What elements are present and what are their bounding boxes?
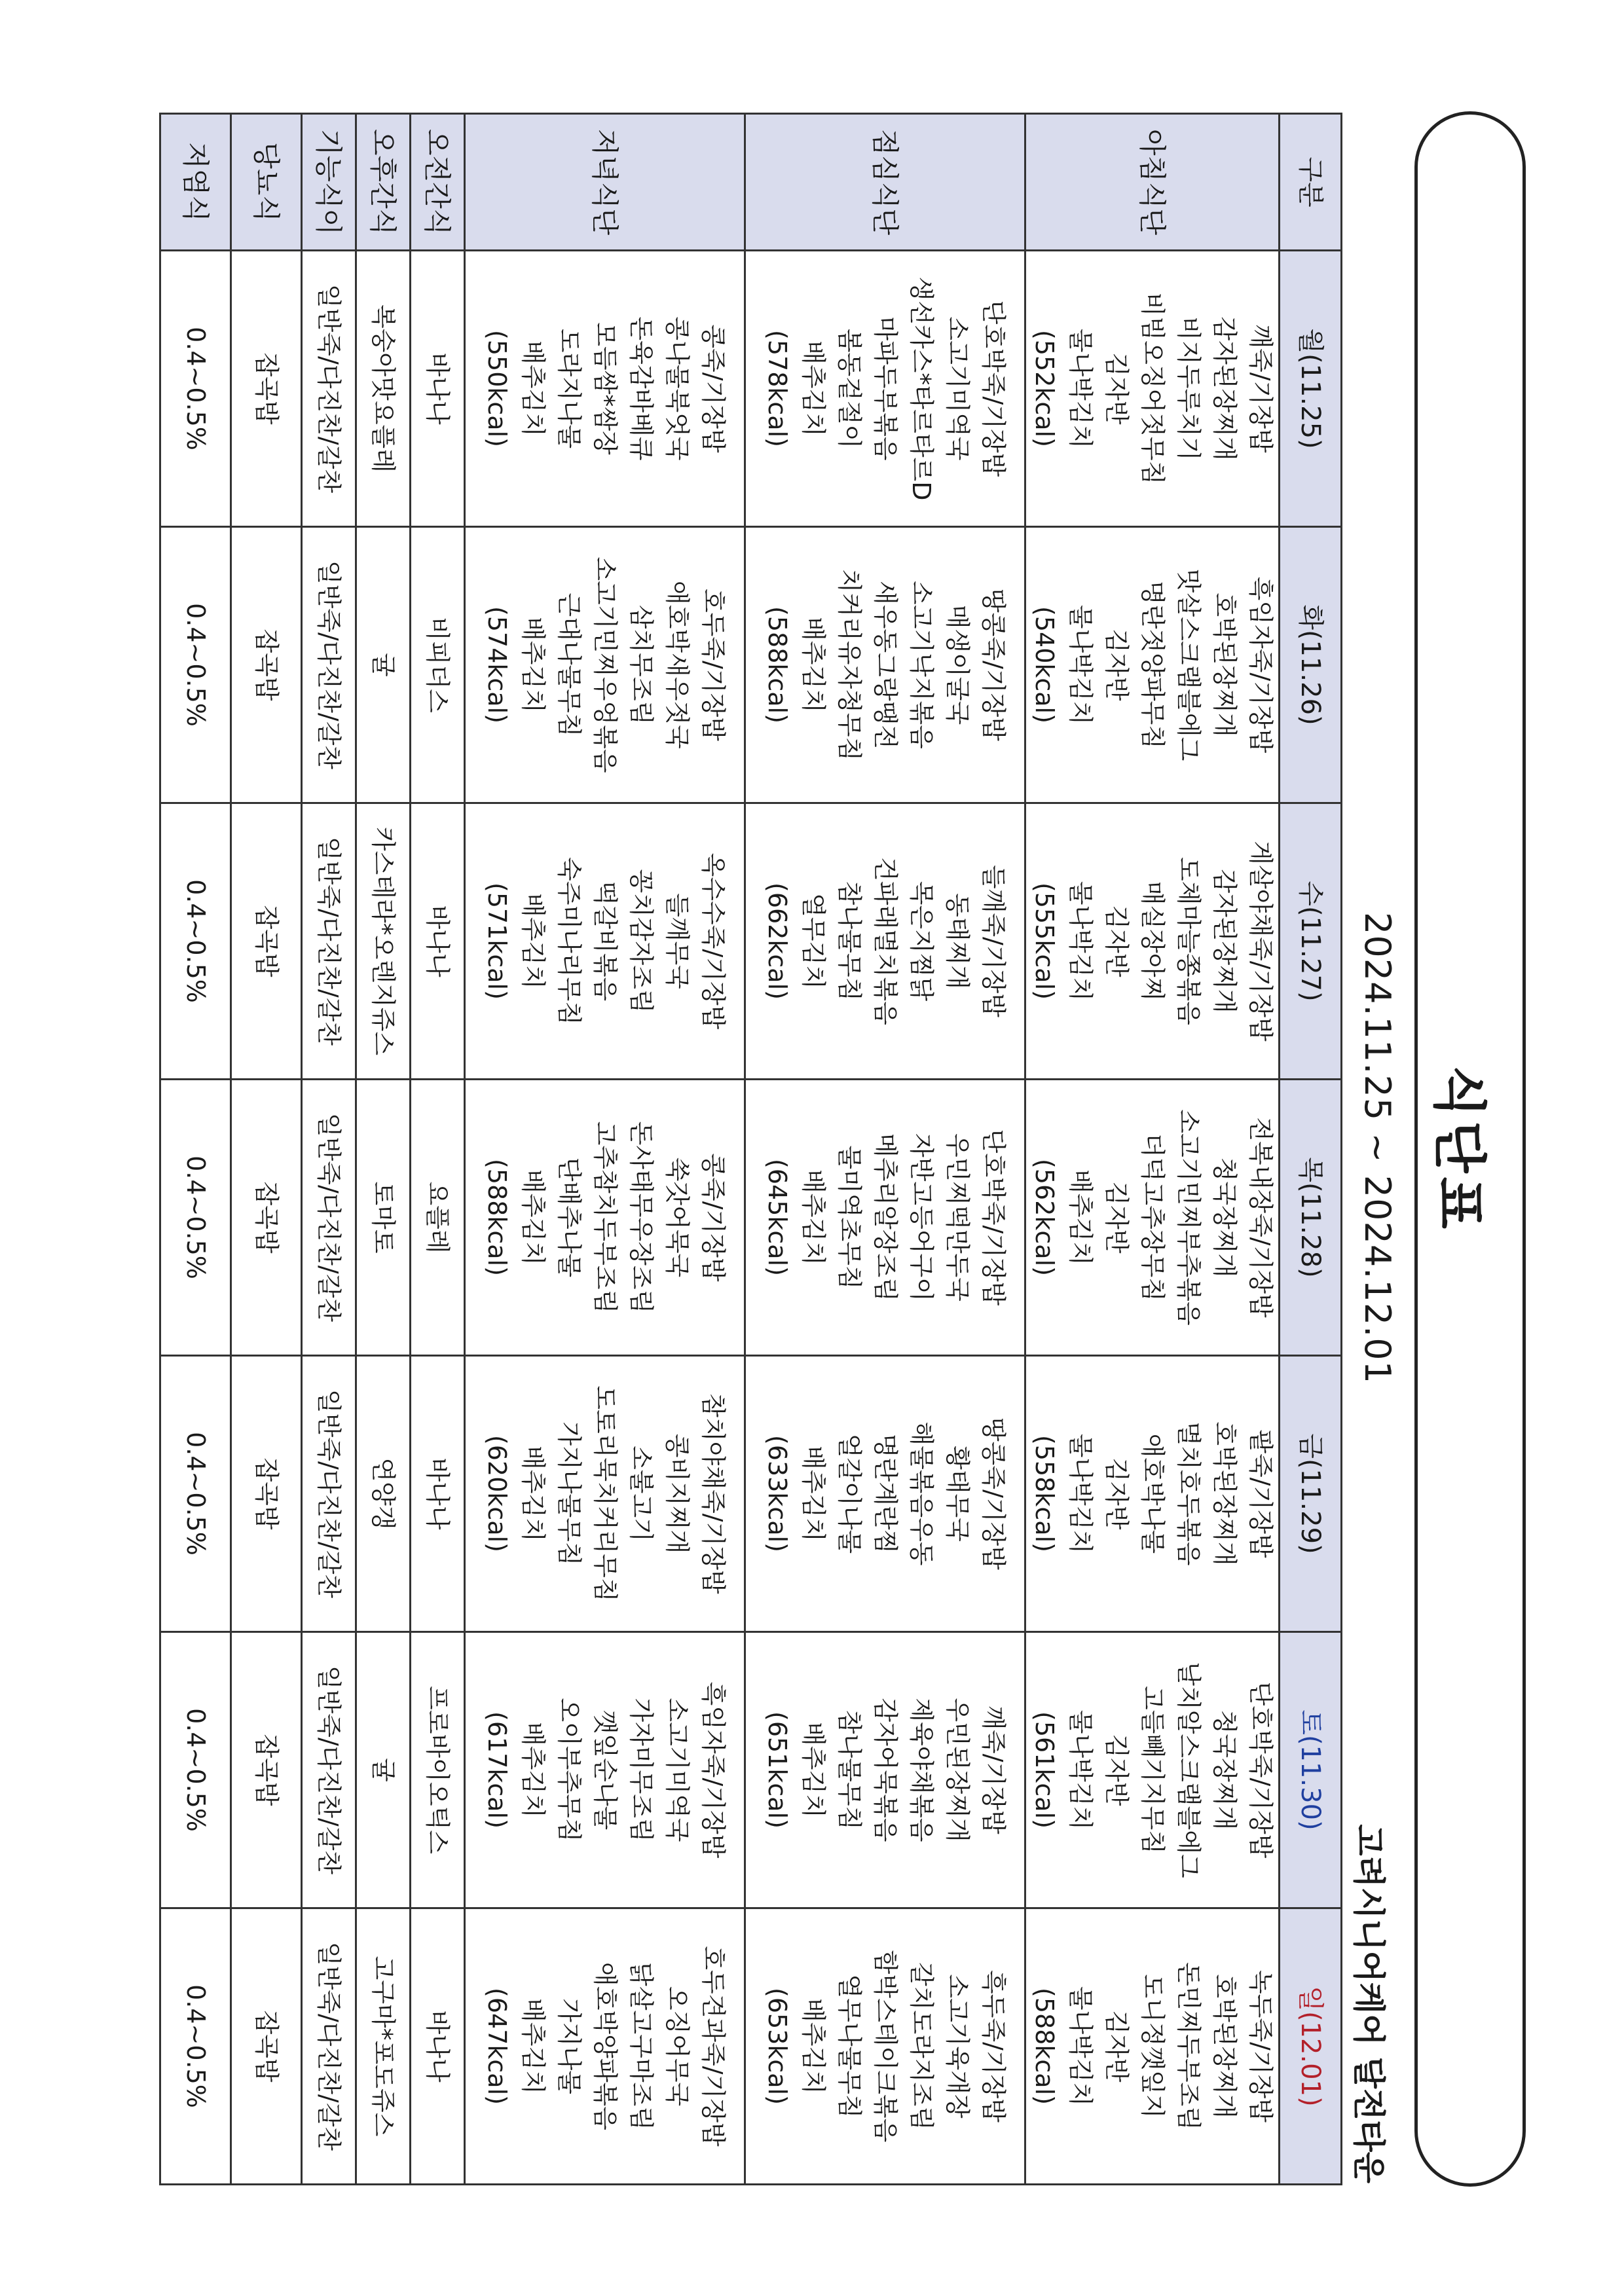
menu-item: 고추참치두부조림 — [591, 1121, 619, 1314]
menu-cell — [302, 251, 356, 527]
menu-item: 명란젓양파무침 — [1138, 581, 1167, 749]
calorie-total: (633kcal) — [763, 1435, 792, 1552]
menu-item: 가지나물무침 — [555, 1421, 583, 1566]
row-label: 오후간식 — [356, 114, 411, 251]
menu-item: 돈민찌두부조림 — [1174, 1962, 1203, 2130]
menu-item: 0.4~0.5% — [181, 1708, 210, 1832]
menu-item: 열무김치 — [799, 893, 828, 989]
menu-item: 갈치도라지조림 — [907, 1962, 936, 2130]
menu-item-list — [759, 277, 1011, 501]
menu-item: 김자반 — [1102, 905, 1131, 977]
menu-item: 소고기미역국 — [943, 316, 972, 461]
menu-item: 청국장찌개 — [1210, 1157, 1239, 1278]
menu-cell — [745, 1632, 1025, 1908]
row-breakfast — [1025, 114, 1280, 2185]
meal-plan-table — [159, 113, 1342, 2185]
menu-item: 해물볶음우동 — [907, 1421, 936, 1566]
calorie-total: (645kcal) — [763, 1159, 792, 1276]
menu-item: 땅콩죽/기장밥 — [979, 1417, 1008, 1571]
menu-item-list — [479, 316, 731, 460]
menu-item: 0.4~0.5% — [181, 603, 210, 727]
menu-item: 참나물무침 — [835, 1709, 864, 1831]
menu-item: 배추김치 — [519, 1446, 547, 1542]
row-functional — [302, 114, 356, 2185]
menu-item: 함박스테이크볶음 — [871, 1950, 900, 2143]
menu-item: 흑두죽/기장밥 — [979, 1969, 1008, 2123]
day-header-sunday: 일(12.01) — [1280, 1908, 1342, 2185]
menu-item: 콩나물북엇국 — [663, 316, 692, 461]
calorie-total: (617kcal) — [483, 1711, 511, 1829]
row-label: 기능식이 — [302, 114, 356, 251]
menu-item: 애호박양파볶음 — [591, 1962, 619, 2130]
menu-item-list — [479, 1121, 731, 1314]
menu-item-list — [759, 857, 1011, 1025]
menu-cell — [160, 803, 231, 1080]
menu-item-list — [759, 1417, 1011, 1570]
row-label: 당뇨식 — [231, 114, 302, 251]
menu-item: 땅콩죽/기장밥 — [979, 588, 1008, 742]
menu-item: 잡곡밥 — [252, 629, 281, 701]
menu-item: 김자반 — [1102, 629, 1131, 701]
menu-item-list — [479, 853, 731, 1030]
menu-item: 애호박새우젓국 — [663, 581, 692, 749]
menu-cell — [160, 527, 231, 803]
menu-item-list — [479, 1682, 731, 1859]
menu-cell — [160, 251, 231, 527]
menu-item: 치커리유자청무침 — [835, 568, 864, 761]
menu-item: 배추김치 — [519, 1722, 547, 1818]
row-low-salt — [160, 114, 231, 2185]
menu-item: 일반죽/다진찬/갈찬 — [314, 283, 344, 494]
menu-item: 잡곡밥 — [252, 1734, 281, 1806]
menu-item: 제육야채볶음 — [907, 1698, 936, 1842]
menu-cell — [745, 527, 1025, 803]
menu-item: 단배추나물 — [555, 1157, 583, 1278]
menu-item: 콩죽/기장밥 — [699, 324, 728, 453]
menu-item-list — [479, 1385, 731, 1601]
calorie-total: (540kcal) — [1030, 606, 1059, 723]
day-header: 화(11.26) — [1280, 527, 1342, 803]
menu-item: 단호박죽/기장밥 — [979, 1129, 1008, 1306]
menu-cell — [411, 527, 465, 803]
menu-item: 배추김치 — [519, 893, 547, 989]
menu-item: 소고기민찌우엉볶음 — [591, 556, 619, 773]
menu-item: 잡곡밥 — [252, 1181, 281, 1254]
menu-cell — [302, 1080, 356, 1356]
menu-item: 소고기낙지볶음 — [907, 581, 936, 749]
menu-item: 바나나 — [423, 1457, 452, 1530]
menu-item-list — [1026, 1109, 1278, 1325]
menu-item: 배추김치 — [519, 1169, 547, 1266]
menu-item: 김자반 — [1102, 1457, 1131, 1530]
menu-item: 깨죽/기장밥 — [1246, 324, 1275, 453]
calorie-total: (552kcal) — [1030, 330, 1059, 447]
menu-item: 0.4~0.5% — [181, 1984, 210, 2108]
menu-item-list — [479, 1946, 731, 2146]
menu-cell — [745, 1356, 1025, 1632]
calorie-total: (651kcal) — [763, 1711, 792, 1829]
menu-item: 참나물무침 — [835, 881, 864, 1002]
menu-item: 배추김치 — [799, 617, 828, 713]
menu-item: 소고기미역국 — [663, 1698, 692, 1842]
menu-item: 가지나물 — [555, 1998, 583, 2094]
calorie-total: (588kcal) — [763, 606, 792, 723]
menu-cell — [465, 1632, 745, 1908]
menu-item: 마파두부볶음 — [871, 316, 900, 461]
menu-item: 배추김치 — [799, 1722, 828, 1818]
menu-item-list — [759, 1129, 1011, 1306]
menu-cell — [1025, 1080, 1280, 1356]
menu-cell — [465, 1080, 745, 1356]
menu-item: 메추리알장조림 — [871, 1133, 900, 1302]
menu-item: 도토리묵치커리무침 — [591, 1385, 619, 1602]
menu-item: 배추김치 — [799, 1446, 828, 1542]
menu-item: 물미역초무침 — [835, 1145, 864, 1290]
menu-item: 돈육감바베큐 — [627, 316, 655, 461]
menu-cell — [231, 803, 302, 1080]
menu-cell — [231, 527, 302, 803]
menu-cell — [160, 1632, 231, 1908]
menu-item: 연양갱 — [369, 1457, 398, 1530]
menu-cell — [356, 1632, 411, 1908]
menu-cell — [160, 1356, 231, 1632]
menu-item: 소고기육개장 — [943, 1974, 972, 2119]
menu-item: 날치알스크램블에그 — [1174, 1662, 1203, 1878]
menu-item: 동태찌개 — [943, 893, 972, 989]
menu-item: 팥죽/기장밥 — [1246, 1429, 1275, 1558]
menu-cell — [356, 251, 411, 527]
menu-item: 새우동그랑땡전 — [871, 581, 900, 749]
menu-item: 0.4~0.5% — [181, 1432, 210, 1556]
menu-cell — [231, 1356, 302, 1632]
menu-cell — [356, 1356, 411, 1632]
menu-item: 옥수수죽/기장밥 — [699, 852, 728, 1030]
menu-item: 콩비지찌개 — [663, 1433, 692, 1554]
organization-name: 고려시니어케어 달전타운 — [1350, 1824, 1388, 2183]
menu-item: 깻잎순나물 — [591, 1709, 619, 1831]
menu-item: 배추김치 — [519, 617, 547, 713]
menu-item-list — [479, 556, 731, 773]
menu-item: 호두견과죽/기장밥 — [699, 1946, 728, 2147]
menu-cell — [411, 803, 465, 1080]
calorie-total: (578kcal) — [763, 330, 792, 447]
menu-item: 잡곡밥 — [252, 1457, 281, 1530]
row-morning-snack — [411, 114, 465, 2185]
menu-item: 비피더스 — [423, 617, 452, 713]
menu-cell — [745, 1080, 1025, 1356]
menu-item: 비지두루치기 — [1174, 316, 1203, 461]
menu-cell — [356, 527, 411, 803]
menu-cell — [1025, 1632, 1280, 1908]
menu-item: 청국장찌개 — [1210, 1709, 1239, 1831]
menu-item: 매실장아찌 — [1138, 881, 1167, 1002]
menu-item: 물나박김치 — [1066, 1433, 1095, 1554]
menu-item: 바나나 — [423, 2010, 452, 2083]
menu-item: 일반죽/다진찬/갈찬 — [314, 560, 344, 770]
menu-item: 들깨죽/기장밥 — [979, 864, 1008, 1018]
menu-item: 매생이굴국 — [943, 604, 972, 725]
menu-item: 오이부추무침 — [555, 1698, 583, 1842]
menu-cell — [745, 1908, 1025, 2185]
menu-item-list — [1026, 293, 1278, 485]
menu-cell — [411, 1356, 465, 1632]
menu-item-list — [1026, 1662, 1278, 1878]
menu-item: 잡곡밥 — [252, 905, 281, 977]
menu-item: 일반죽/다진찬/갈찬 — [314, 1112, 344, 1322]
menu-item: 감자어묵볶음 — [871, 1698, 900, 1842]
menu-cell — [356, 1908, 411, 2185]
menu-item: 물나박김치 — [1066, 1986, 1095, 2107]
menu-item: 일반죽/다진찬/갈찬 — [314, 1665, 344, 1875]
menu-item: 일반죽/다진찬/갈찬 — [314, 1389, 344, 1599]
calorie-total: (550kcal) — [483, 330, 511, 447]
menu-item: 건파래멸치볶음 — [871, 857, 900, 1025]
menu-item: 고구마*포도쥬스 — [369, 1956, 398, 2137]
header-row — [1280, 114, 1342, 2185]
day-header: 월(11.25) — [1280, 251, 1342, 527]
menu-item: 삼치무조림 — [627, 604, 655, 725]
menu-item: 복숭아맛요플레 — [369, 304, 398, 473]
menu-item: 봄동겉절이 — [835, 328, 864, 449]
menu-cell — [231, 251, 302, 527]
menu-item: 배추김치 — [799, 1169, 828, 1266]
calorie-total: (653kcal) — [763, 1988, 792, 2105]
menu-item: 도라지나물 — [555, 328, 583, 449]
menu-item: 오징어무국 — [663, 1986, 692, 2107]
day-header: 수(11.27) — [1280, 803, 1342, 1080]
calorie-total: (588kcal) — [1030, 1988, 1059, 2105]
menu-item: 일반죽/다진찬/갈찬 — [314, 1941, 344, 2151]
menu-cell — [302, 803, 356, 1080]
menu-item: 비빔오징어젓무침 — [1138, 292, 1167, 485]
menu-item: 김자반 — [1102, 2010, 1131, 2083]
menu-cell — [745, 803, 1025, 1080]
menu-item: 참치야채죽/기장밥 — [699, 1393, 728, 1594]
menu-cell — [1025, 251, 1280, 527]
menu-item: 들깨무국 — [663, 893, 692, 989]
menu-item-list — [1026, 1421, 1278, 1565]
calorie-total: (588kcal) — [483, 1159, 511, 1276]
calorie-total: (647kcal) — [483, 1988, 511, 2105]
menu-cell — [1025, 1908, 1280, 2185]
calorie-total: (558kcal) — [1030, 1435, 1059, 1552]
menu-item: 더덕고추장무침 — [1138, 1133, 1167, 1302]
menu-item: 숙주미나리무침 — [555, 857, 583, 1025]
menu-item: 자반고등어구이 — [907, 1133, 936, 1302]
menu-item: 0.4~0.5% — [181, 1156, 210, 1279]
menu-item: 소불고기 — [627, 1446, 655, 1542]
menu-item: 일반죽/다진찬/갈찬 — [314, 836, 344, 1046]
menu-item: 꽁치감자조림 — [627, 869, 655, 1013]
menu-item: 배추김치 — [519, 340, 547, 437]
menu-item: 호박된장찌개 — [1210, 592, 1239, 737]
menu-cell — [465, 1908, 745, 2185]
row-label: 저녁식단 — [465, 114, 745, 251]
menu-cell — [302, 527, 356, 803]
menu-item: 도체마늘쫑볶음 — [1174, 857, 1203, 1025]
menu-item: 떡갈비볶음 — [591, 881, 619, 1002]
menu-item: 요플레 — [423, 1181, 452, 1254]
menu-item: 토마토 — [369, 1181, 398, 1254]
menu-item: 카스테라*오렌지쥬스 — [369, 826, 398, 1056]
menu-item: 배추김치 — [799, 1998, 828, 2094]
menu-item: 열무나물무침 — [835, 1974, 864, 2119]
menu-cell — [411, 251, 465, 527]
row-lunch — [745, 114, 1025, 2185]
menu-cell — [356, 1080, 411, 1356]
menu-item: 전복내장죽/기장밥 — [1246, 1117, 1275, 1318]
menu-cell — [1025, 527, 1280, 803]
menu-item: 고들빼기지무침 — [1138, 1686, 1167, 1854]
menu-cell — [302, 1356, 356, 1632]
menu-item: 얼갈이나물 — [835, 1433, 864, 1554]
menu-item: 흑임자죽/기장밥 — [699, 1681, 728, 1859]
calorie-total: (571kcal) — [483, 883, 511, 1000]
menu-item: 닭살고구마조림 — [627, 1962, 655, 2130]
menu-item: 녹두죽/기장밥 — [1246, 1969, 1275, 2123]
menu-item: 단호박죽/기장밥 — [1246, 1681, 1275, 1859]
menu-item: 김자반 — [1102, 1181, 1131, 1254]
menu-cell — [411, 1908, 465, 2185]
day-header: 금(11.29) — [1280, 1356, 1342, 1632]
menu-item: 맛살스크램블에그 — [1174, 568, 1203, 761]
menu-item: 물나박김치 — [1066, 328, 1095, 449]
menu-item: 배추김치 — [1066, 1169, 1095, 1266]
calorie-total: (561kcal) — [1030, 1711, 1059, 1829]
menu-cell — [465, 803, 745, 1080]
menu-item: 근대나물무침 — [555, 592, 583, 737]
menu-item: 물나박김치 — [1066, 881, 1095, 1002]
calorie-total: (662kcal) — [763, 883, 792, 1000]
day-header-saturday: 토(11.30) — [1280, 1632, 1342, 1908]
menu-item: 애호박나물 — [1138, 1433, 1167, 1554]
menu-item: 바나나 — [423, 905, 452, 977]
menu-item: 쑥갓어묵국 — [663, 1157, 692, 1278]
menu-item: 우민된장찌개 — [943, 1698, 972, 1842]
menu-cell — [302, 1908, 356, 2185]
menu-cell — [465, 251, 745, 527]
menu-item: 돈사태무우장조림 — [627, 1121, 655, 1314]
menu-cell — [356, 803, 411, 1080]
menu-item: 잡곡밥 — [252, 2010, 281, 2083]
menu-item: 생선카스*타르타르D — [907, 276, 936, 501]
page-title: 식단표 — [1428, 1065, 1490, 1233]
menu-item: 감자된장찌개 — [1210, 869, 1239, 1013]
corner-header: 구분 — [1280, 114, 1342, 251]
menu-cell — [231, 1080, 302, 1356]
menu-item: 콩죽/기장밥 — [699, 1153, 728, 1282]
title-banner — [1414, 111, 1526, 2187]
menu-cell — [231, 1908, 302, 2185]
row-dinner — [465, 114, 745, 2185]
menu-cell — [465, 1356, 745, 1632]
menu-item: 물나박김치 — [1066, 1709, 1095, 1831]
menu-item-list — [759, 1950, 1011, 2143]
row-label: 오전간식 — [411, 114, 465, 251]
menu-item: 물나박김치 — [1066, 604, 1095, 725]
menu-item: 0.4~0.5% — [181, 879, 210, 1003]
row-label: 점심식단 — [745, 114, 1025, 251]
menu-item: 흑임자죽/기장밥 — [1246, 576, 1275, 754]
menu-item: 목은지찜닭 — [907, 881, 936, 1002]
menu-item: 단호박죽/기장밥 — [979, 300, 1008, 477]
menu-item: 우민찌떡만두국 — [943, 1133, 972, 1302]
menu-item-list — [1026, 569, 1278, 761]
menu-cell — [231, 1632, 302, 1908]
menu-cell — [302, 1632, 356, 1908]
menu-item: 모듬쌈*쌈장 — [591, 322, 619, 455]
menu-cell — [160, 1908, 231, 2185]
menu-cell — [411, 1632, 465, 1908]
menu-item: 깨죽/기장밥 — [979, 1705, 1008, 1834]
calorie-total: (562kcal) — [1030, 1159, 1059, 1276]
menu-item: 바나나 — [423, 352, 452, 425]
menu-item: 귤 — [369, 1758, 398, 1782]
menu-item: 0.4~0.5% — [181, 327, 210, 450]
menu-item: 감자된장찌개 — [1210, 316, 1239, 461]
menu-item: 명란계란찜 — [871, 1433, 900, 1554]
date-range: 2024.11.25 ~ 2024.12.01 — [1357, 912, 1398, 1384]
calorie-total: (574kcal) — [483, 606, 511, 723]
menu-item: 프로바이오틱스 — [423, 1686, 452, 1854]
menu-item: 귤 — [369, 653, 398, 677]
menu-cell — [1025, 803, 1280, 1080]
row-afternoon-snack — [356, 114, 411, 2185]
menu-item: 배추김치 — [799, 340, 828, 437]
menu-item: 도니정깻잎지 — [1138, 1974, 1167, 2119]
menu-item-list — [1026, 841, 1278, 1041]
row-label: 아침식단 — [1025, 114, 1280, 251]
row-label: 저염식 — [160, 114, 231, 251]
menu-item: 호박된장찌개 — [1210, 1421, 1239, 1566]
menu-cell — [1025, 1356, 1280, 1632]
menu-item: 호박된장찌개 — [1210, 1974, 1239, 2119]
menu-item: 김자반 — [1102, 1734, 1131, 1806]
menu-item: 게살야채죽/기장밥 — [1246, 841, 1275, 1042]
calorie-total: (620kcal) — [483, 1435, 511, 1552]
menu-cell — [465, 527, 745, 803]
menu-item: 소고기민찌부추볶음 — [1174, 1109, 1203, 1326]
menu-cell — [411, 1080, 465, 1356]
menu-item: 황태무국 — [943, 1446, 972, 1542]
menu-item-list — [759, 569, 1011, 761]
row-diabetic — [231, 114, 302, 2185]
day-header: 목(11.28) — [1280, 1080, 1342, 1356]
menu-item: 김자반 — [1102, 352, 1131, 425]
menu-item: 멸치호두볶음 — [1174, 1421, 1203, 1566]
menu-item: 호두죽/기장밥 — [699, 588, 728, 742]
menu-item: 배추김치 — [519, 1998, 547, 2094]
menu-cell — [160, 1080, 231, 1356]
menu-cell — [745, 251, 1025, 527]
menu-item: 가자미무조림 — [627, 1698, 655, 1842]
menu-item-list — [1026, 1962, 1278, 2130]
menu-item-list — [759, 1698, 1011, 1842]
menu-item: 잡곡밥 — [252, 352, 281, 425]
calorie-total: (555kcal) — [1030, 883, 1059, 1000]
